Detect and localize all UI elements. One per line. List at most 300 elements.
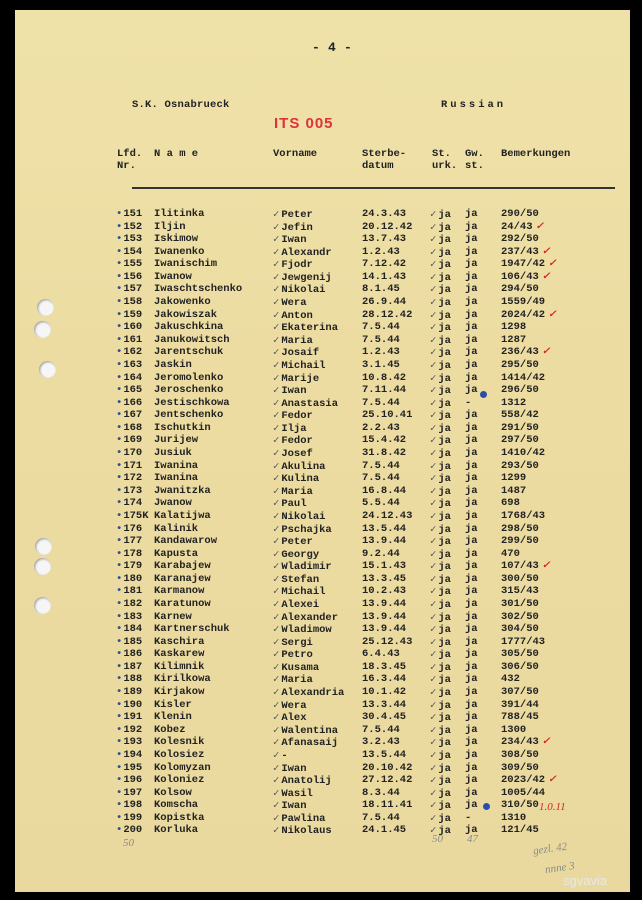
row-remarks — [501, 334, 526, 346]
row-surname: Ischutkin — [154, 421, 211, 434]
row-remarks — [501, 736, 550, 748]
row-st-urk: ✓ ja — [430, 661, 451, 674]
row-remarks — [501, 246, 550, 258]
row-death-date: 27.12.42 — [362, 774, 413, 787]
row-st-urk: ✓ ja — [430, 246, 451, 259]
row-gw-st: ja — [465, 522, 478, 535]
row-first-name: ✓ Maria — [273, 485, 313, 498]
row-death-date: 13.9.44 — [362, 623, 407, 636]
row-number: • 151 — [116, 208, 142, 220]
row-st-urk: ✓ ja — [430, 472, 451, 485]
row-surname: Karnew — [154, 610, 192, 623]
row-remarks — [501, 598, 539, 610]
red-check-mark: ✓ — [541, 346, 551, 358]
row-st-urk: ✓ ja — [430, 585, 451, 598]
row-st-urk: ✓ ja — [430, 321, 451, 334]
row-number: • 182 — [116, 598, 142, 610]
row-number: • 178 — [116, 548, 142, 560]
row-gw-st: ja — [465, 371, 478, 384]
row-gw-st: ja — [465, 484, 478, 497]
remark-value: 1310 — [501, 811, 527, 824]
row-first-name: ✓ Anton — [273, 309, 313, 322]
row-first-name: ✓ Pawlina — [273, 812, 325, 825]
row-st-urk: ✓ ja — [430, 611, 451, 624]
row-death-date: 16.3.44 — [362, 673, 407, 686]
row-gw-st: ja — [465, 447, 478, 460]
row-death-date: 13.5.44 — [362, 522, 407, 535]
row-gw-st: ja — [465, 572, 478, 585]
remark-value: 296/50 — [501, 384, 539, 397]
row-surname: Iwanina — [154, 459, 199, 472]
table-row — [15, 258, 630, 271]
row-surname: Kopistka — [154, 811, 205, 824]
row-surname: Iljin — [154, 220, 186, 233]
table-row — [15, 824, 630, 837]
remark-value: 1410/42 — [501, 447, 546, 460]
row-number: • 195 — [116, 762, 142, 774]
table-row — [15, 460, 630, 473]
row-death-date: 10.1.42 — [362, 686, 407, 699]
remark-value: 291/50 — [501, 421, 539, 434]
remark-value: 304/50 — [501, 623, 539, 636]
table-row — [15, 246, 630, 259]
row-gw-st: ja — [465, 296, 478, 309]
remark-value: 24/43 — [501, 220, 533, 233]
pencil-note-left: 50 — [123, 837, 134, 849]
row-surname: Karmanow — [154, 585, 205, 598]
remark-value: 307/50 — [501, 686, 539, 699]
row-death-date: 5.5.44 — [362, 497, 400, 510]
row-remarks — [501, 799, 539, 811]
row-surname: Kalatijwa — [154, 509, 211, 522]
row-st-urk: ✓ ja — [430, 523, 451, 536]
row-surname: Iskimow — [154, 233, 199, 246]
row-gw-st: ja — [465, 547, 478, 560]
document-page — [15, 10, 630, 892]
row-first-name: ✓ Iwan — [273, 799, 307, 812]
row-remarks — [501, 359, 539, 371]
row-number: • 200 — [116, 824, 142, 836]
row-number: • 190 — [116, 699, 142, 711]
remark-value: 306/50 — [501, 660, 539, 673]
row-first-name: ✓ Fjodr — [273, 258, 313, 271]
row-surname: Jakowenko — [154, 296, 211, 309]
row-gw-st: ja — [465, 509, 478, 522]
row-number: • 180 — [116, 573, 142, 585]
red-check-mark: ✓ — [548, 774, 557, 786]
row-first-name: ✓ Ilja — [273, 422, 307, 435]
row-surname: Kaschira — [154, 635, 205, 648]
row-death-date: 14.1.43 — [362, 270, 407, 283]
row-number: • 196 — [116, 774, 142, 786]
row-number: • 174 — [116, 497, 142, 509]
row-st-urk: ✓ ja — [430, 409, 451, 422]
row-st-urk: ✓ ja — [430, 711, 451, 724]
table-row — [15, 548, 630, 561]
row-number: • 175K — [116, 510, 149, 522]
row-death-date: 8.1.45 — [362, 283, 400, 296]
row-st-urk: ✓ ja — [430, 434, 451, 447]
row-surname: Karanajew — [154, 572, 211, 585]
row-surname: Jurijew — [154, 434, 199, 447]
table-row — [15, 585, 630, 598]
row-st-urk: ✓ ja — [430, 548, 451, 561]
row-surname: Kolesnik — [154, 736, 205, 749]
row-first-name: ✓ Iwan — [273, 384, 307, 397]
row-surname: Kisler — [154, 698, 192, 711]
row-death-date: 28.12.42 — [362, 308, 413, 321]
row-first-name: ✓ Alexander — [273, 611, 338, 624]
row-gw-st: ja — [465, 698, 478, 711]
row-death-date: 7.5.44 — [362, 811, 400, 824]
row-remarks — [501, 648, 539, 660]
table-row — [15, 221, 630, 234]
row-death-date: 13.7.43 — [362, 233, 407, 246]
row-first-name: ✓ Wera — [273, 699, 307, 712]
row-surname: Jentschenko — [154, 409, 224, 422]
row-remarks — [501, 824, 539, 836]
row-first-name: ✓ Georgy — [273, 548, 319, 561]
row-number: • 170 — [116, 447, 142, 459]
remark-value: 432 — [501, 673, 520, 686]
row-number: • 181 — [116, 585, 142, 597]
remark-value: 1487 — [501, 484, 527, 497]
pencil-note-right2: nnne 3 — [544, 859, 576, 877]
row-death-date: 7.12.42 — [362, 258, 407, 271]
remark-value: 308/50 — [501, 748, 539, 761]
table-row — [15, 623, 630, 636]
row-st-urk: ✓ ja — [430, 422, 451, 435]
row-death-date: 3.1.45 — [362, 358, 400, 371]
row-death-date: 7.5.44 — [362, 472, 400, 485]
row-st-urk: ✓ ja — [430, 598, 451, 611]
row-gw-st: ja — [465, 597, 478, 610]
row-gw-st: ja — [465, 333, 478, 346]
table-row — [15, 812, 630, 825]
row-gw-st: ja — [465, 346, 478, 359]
row-surname: Jusiuk — [154, 447, 192, 460]
row-st-urk: ✓ ja — [430, 636, 451, 649]
row-death-date: 7.5.44 — [362, 459, 400, 472]
row-gw-st: ja — [465, 258, 478, 271]
row-first-name: ✓ Paul — [273, 497, 307, 510]
remark-value: 106/43 — [501, 270, 539, 283]
row-death-date: 1.2.43 — [362, 245, 400, 258]
row-remarks — [501, 636, 545, 648]
row-remarks — [501, 296, 545, 308]
row-number: • 162 — [116, 346, 142, 358]
row-surname: Kirilkowa — [154, 673, 211, 686]
remark-value: 1287 — [501, 333, 527, 346]
row-gw-st: ja — [465, 321, 478, 334]
row-first-name: ✓ Nikolai — [273, 510, 325, 523]
row-number: • 159 — [116, 309, 142, 321]
row-st-urk: ✓ ja — [430, 535, 451, 548]
header-name: N a m e — [154, 148, 199, 160]
row-gw-st: ja — [465, 233, 478, 246]
row-gw-st: ja — [465, 711, 478, 724]
row-death-date: 2.2.43 — [362, 421, 400, 434]
red-check-mark: ✓ — [541, 736, 551, 748]
row-surname: Kirjakow — [154, 686, 205, 699]
row-gw-st: ja — [465, 283, 478, 296]
row-st-urk: ✓ ja — [430, 208, 451, 221]
row-st-urk: ✓ ja — [430, 686, 451, 699]
row-remarks — [501, 346, 550, 358]
remark-value: 1299 — [501, 472, 527, 485]
row-first-name: ✓ Josaif — [273, 346, 319, 359]
row-remarks — [501, 812, 526, 824]
row-surname: Jarentschuk — [154, 346, 224, 359]
row-st-urk: ✓ ja — [430, 296, 451, 309]
row-gw-st: ja — [465, 459, 478, 472]
row-st-urk: ✓ ja — [430, 749, 451, 762]
row-first-name: ✓ Michail — [273, 359, 325, 372]
row-number: • 154 — [116, 246, 142, 258]
remark-value: 302/50 — [501, 610, 539, 623]
row-gw-st: ja — [465, 761, 478, 774]
row-surname: Jeroschenko — [154, 384, 224, 397]
row-remarks — [501, 271, 550, 283]
row-remarks — [501, 711, 539, 723]
row-st-urk: ✓ ja — [430, 673, 451, 686]
office-name: S.K. Osnabrueck — [132, 99, 230, 111]
row-death-date: 13.9.44 — [362, 610, 407, 623]
row-death-date: 18.11.41 — [362, 799, 413, 812]
row-surname: Jwanitzka — [154, 484, 211, 497]
red-pen-note: 1.0.11 — [539, 801, 566, 813]
row-st-urk: ✓ ja — [430, 699, 451, 712]
row-number: • 177 — [116, 535, 142, 547]
row-surname: Kolsow — [154, 786, 192, 799]
row-remarks — [501, 372, 545, 384]
remark-value: 1312 — [501, 396, 527, 409]
row-first-name: ✓ Marije — [273, 372, 319, 385]
row-death-date: 13.3.45 — [362, 572, 407, 585]
table-row — [15, 724, 630, 737]
row-st-urk: ✓ ja — [430, 774, 451, 787]
remark-value: 2024/42 — [501, 308, 546, 321]
row-st-urk: ✓ ja — [430, 283, 451, 296]
table-row — [15, 611, 630, 624]
table-row — [15, 648, 630, 661]
row-number: • 160 — [116, 321, 142, 333]
header-vorname: Vorname — [273, 148, 318, 160]
table-row — [15, 346, 630, 359]
row-gw-st: ja — [465, 774, 478, 787]
row-surname: Iwanow — [154, 270, 192, 283]
row-remarks — [501, 309, 557, 321]
row-remarks — [501, 233, 539, 245]
row-number: • 156 — [116, 271, 142, 283]
row-gw-st: ja — [465, 421, 478, 434]
row-gw-st: ja — [465, 686, 478, 699]
row-number: • 184 — [116, 623, 142, 635]
row-st-urk: ✓ ja — [430, 648, 451, 661]
row-gw-st: ja — [465, 208, 478, 220]
table-row — [15, 309, 630, 322]
row-first-name: ✓ Pschajka — [273, 523, 332, 536]
row-gw-st: ja — [465, 786, 478, 799]
row-first-name: ✓ Peter — [273, 535, 313, 548]
remark-value: 391/44 — [501, 698, 539, 711]
row-st-urk: ✓ ja — [430, 309, 451, 322]
row-number: • 158 — [116, 296, 142, 308]
row-gw-st: ja — [465, 358, 478, 371]
row-remarks — [501, 321, 526, 333]
header-rule — [132, 187, 615, 189]
row-death-date: 6.4.43 — [362, 648, 400, 661]
row-death-date: 7.5.44 — [362, 321, 400, 334]
table-row — [15, 535, 630, 548]
row-death-date: 31.8.42 — [362, 447, 407, 460]
row-death-date: 13.9.44 — [362, 597, 407, 610]
row-first-name: ✓ Maria — [273, 334, 313, 347]
remark-value: 309/50 — [501, 761, 539, 774]
row-first-name: ✓ Nikolaus — [273, 824, 332, 837]
row-first-name: ✓ Wera — [273, 296, 307, 309]
row-remarks — [501, 472, 526, 484]
row-remarks — [501, 397, 526, 409]
row-number: • 167 — [116, 409, 142, 421]
row-number: • 189 — [116, 686, 142, 698]
row-remarks — [501, 523, 539, 535]
row-first-name: ✓ Alexei — [273, 598, 319, 611]
row-number: • 186 — [116, 648, 142, 660]
header-bemerkungen: Bemerkungen — [501, 148, 571, 160]
row-number: • 199 — [116, 812, 142, 824]
row-first-name: ✓ Peter — [273, 208, 313, 221]
row-st-urk: ✓ ja — [430, 372, 451, 385]
row-st-urk: ✓ ja — [430, 258, 451, 271]
row-death-date: 15.4.42 — [362, 434, 407, 447]
row-death-date: 25.12.43 — [362, 635, 413, 648]
row-gw-st: ja — [465, 635, 478, 648]
remark-value: 236/43 — [501, 346, 539, 359]
row-first-name: ✓ Kulina — [273, 472, 319, 485]
row-first-name: ✓ Fedor — [273, 409, 313, 422]
row-death-date: 7.5.44 — [362, 396, 400, 409]
row-remarks — [501, 447, 545, 459]
row-st-urk: ✓ ja — [430, 221, 451, 234]
remark-value: 107/43 — [501, 560, 539, 573]
row-number: • 183 — [116, 611, 142, 623]
row-first-name: ✓ Anastasia — [273, 397, 338, 410]
red-check-mark: ✓ — [535, 220, 544, 232]
remark-value: 1768/43 — [501, 509, 546, 522]
row-number: • 192 — [116, 724, 142, 736]
table-row — [15, 573, 630, 586]
row-surname: Jeromolenko — [154, 371, 224, 384]
row-st-urk: ✓ ja — [430, 497, 451, 510]
header-sterbedatum: Sterbe- datum — [362, 148, 407, 172]
table-row — [15, 447, 630, 460]
row-first-name: ✓ Alexandria — [273, 686, 344, 699]
row-st-urk: ✓ ja — [430, 724, 451, 737]
row-remarks — [501, 573, 539, 585]
row-gw-st: ja — [465, 270, 478, 283]
row-st-urk: ✓ ja — [430, 560, 451, 573]
row-remarks — [501, 409, 539, 421]
table-row — [15, 296, 630, 309]
row-number: • 163 — [116, 359, 142, 371]
remark-value: 1414/42 — [501, 371, 546, 384]
row-death-date: 24.12.43 — [362, 509, 413, 522]
row-surname: Kapusta — [154, 547, 199, 560]
row-remarks — [501, 585, 539, 597]
row-gw-st: - — [465, 396, 472, 409]
table-row — [15, 787, 630, 800]
row-surname: Iwanischim — [154, 258, 218, 271]
row-remarks — [501, 774, 557, 786]
row-number: • 185 — [116, 636, 142, 648]
row-st-urk: ✓ ja — [430, 233, 451, 246]
row-first-name: ✓ Michail — [273, 585, 325, 598]
table-row — [15, 560, 630, 573]
remark-value: 300/50 — [501, 572, 539, 585]
row-death-date: 25.10.41 — [362, 409, 413, 422]
pencil-note-middle2: 47 — [467, 833, 478, 845]
row-remarks — [501, 749, 539, 761]
table-row — [15, 686, 630, 699]
row-death-date: 30.4.45 — [362, 711, 407, 724]
row-st-urk: ✓ ja — [430, 799, 451, 812]
table-row — [15, 397, 630, 410]
row-number: • 152 — [116, 221, 142, 233]
row-first-name: ✓ Akulina — [273, 460, 325, 473]
row-st-urk: ✓ ja — [430, 510, 451, 523]
row-number: • 155 — [116, 258, 142, 270]
row-first-name: ✓ - — [273, 749, 288, 762]
remark-value: 293/50 — [501, 459, 539, 472]
row-number: • 172 — [116, 472, 142, 484]
row-first-name: ✓ Nikolai — [273, 283, 325, 296]
row-remarks — [501, 485, 526, 497]
row-number: • 169 — [116, 434, 142, 446]
red-check-mark: ✓ — [541, 245, 551, 257]
row-surname: Koloniez — [154, 774, 205, 787]
remark-value: 788/45 — [501, 711, 539, 724]
row-number: • 194 — [116, 749, 142, 761]
row-number: • 153 — [116, 233, 142, 245]
row-number: • 191 — [116, 711, 142, 723]
red-check-mark: ✓ — [548, 308, 557, 320]
row-st-urk: ✓ ja — [430, 573, 451, 586]
row-st-urk: ✓ ja — [430, 623, 451, 636]
table-row — [15, 422, 630, 435]
remark-value: 470 — [501, 547, 520, 560]
remark-value: 558/42 — [501, 409, 539, 422]
remark-value: 297/50 — [501, 434, 539, 447]
row-surname: Kandawarow — [154, 535, 218, 548]
row-number: • 176 — [116, 523, 142, 535]
row-number: • 197 — [116, 787, 142, 799]
row-gw-st: ja — [465, 799, 478, 812]
row-gw-st: ja — [465, 748, 478, 761]
table-row — [15, 523, 630, 536]
row-remarks — [501, 686, 539, 698]
row-death-date: 18.3.45 — [362, 660, 407, 673]
row-gw-st: ja — [465, 384, 478, 397]
row-surname: Klenin — [154, 711, 192, 724]
pencil-note-middle: 50 — [432, 833, 443, 845]
row-remarks — [501, 510, 545, 522]
row-remarks — [501, 724, 526, 736]
row-gw-st: ja — [465, 736, 478, 749]
table-row — [15, 409, 630, 422]
row-remarks — [501, 535, 539, 547]
row-surname: Jwanow — [154, 497, 192, 510]
